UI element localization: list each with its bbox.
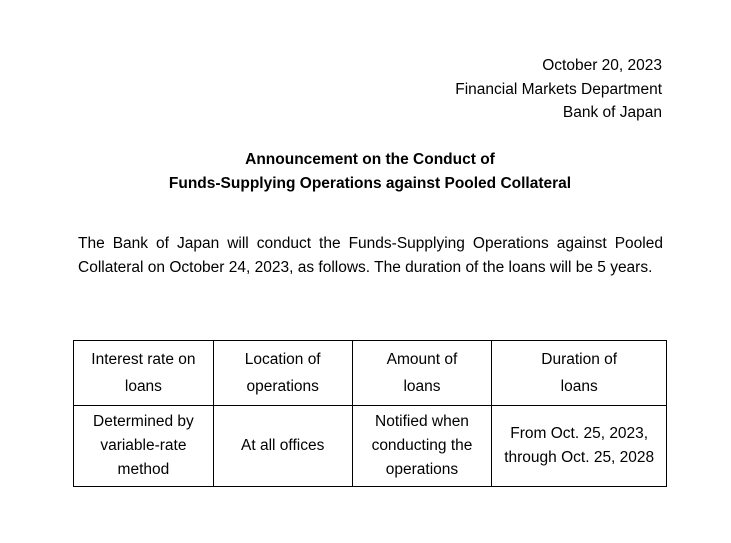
organization-name: Bank of Japan — [562, 104, 662, 121]
cell-text: conducting the — [371, 437, 473, 454]
cell-location — [213, 406, 352, 487]
header-location — [213, 341, 352, 406]
cell-interest-rate — [74, 406, 214, 487]
cell-text: Determined by — [93, 413, 194, 430]
cell-text: From Oct. 25, 2023, — [510, 425, 649, 442]
cell-text: method — [117, 461, 170, 478]
cell-text: At all offices — [241, 437, 325, 454]
cell-amount — [352, 406, 492, 487]
body-line-1: The Bank of Japan will conduct the Funds-Supplying Operations against Pooled — [78, 235, 663, 252]
document-header — [455, 54, 662, 125]
header-text: Duration of — [541, 351, 618, 368]
body-line-2: Collateral on October 24, 2023, as follows. The duration of the loans will be 5 years. — [78, 259, 653, 276]
header-text: loans — [560, 378, 598, 395]
header-text: operations — [246, 378, 319, 395]
cell-text: operations — [385, 461, 459, 478]
header-text: loans — [124, 378, 162, 395]
cell-duration — [492, 406, 667, 487]
header-duration — [492, 341, 667, 406]
announcement-date: October 20, 2023 — [542, 57, 662, 74]
department-name: Financial Markets Department — [455, 80, 662, 98]
document-title — [0, 148, 731, 196]
table-header-row — [74, 341, 667, 406]
table-row — [74, 406, 667, 487]
title-line-1: Announcement on the Conduct of — [245, 151, 495, 168]
header-text: Location of — [244, 351, 321, 368]
header-amount — [352, 341, 492, 406]
header-text: Interest rate on — [91, 351, 196, 368]
announcement-body — [78, 232, 663, 280]
header-interest-rate — [74, 341, 214, 406]
cell-text: Notified when — [375, 413, 469, 430]
title-line-2: Funds-Supplying Operations against Pooled Collateral — [168, 175, 572, 192]
header-text: Amount of — [386, 351, 458, 368]
cell-text: through Oct. 25, 2028 — [504, 449, 655, 466]
header-text: loans — [403, 378, 441, 395]
cell-text: variable-rate — [100, 437, 187, 454]
operation-terms-table — [73, 340, 667, 487]
